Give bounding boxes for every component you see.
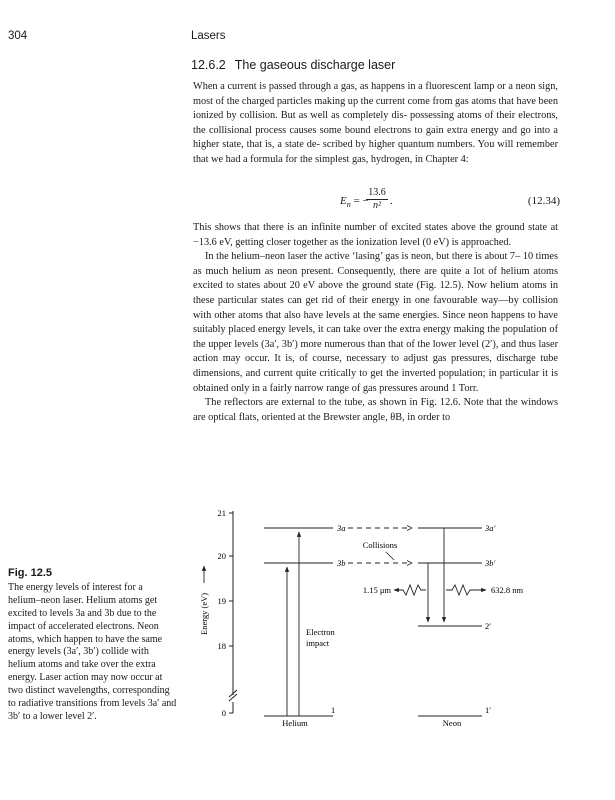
- text-line: numerous than that of the lower level (2′), and thus laser action may occur. It: [193, 338, 558, 365]
- axis-label: Energy (eV): [199, 592, 209, 635]
- text-line: only in a fairly narrow range of gas pressures around 1 Torr.: [231, 382, 479, 394]
- equation-period: .: [390, 195, 393, 207]
- emission-wave-left: [394, 585, 426, 595]
- wavelength-label-right: 632.8 nm: [491, 585, 524, 595]
- text-line: is, of course, necessary to adjust gas pressures, discharge tube dimensions, and: [193, 353, 558, 379]
- impact-label-line-2: impact: [306, 638, 330, 648]
- helium-level-label-3a: 3a: [337, 523, 346, 533]
- text-line: The energy levels of interest for a: [8, 581, 143, 593]
- tick-label-21: 21: [217, 508, 226, 518]
- text-line: corresponding to radiative transitions: [8, 685, 170, 710]
- tick-label-0: 0: [221, 708, 226, 718]
- text-line: When a current is passed through a gas, as happens in a fluorescent lamp or: [193, 81, 506, 92]
- text-line: state at −13.6 eV, getting closer together as the ionization level (0 eV) is: [193, 222, 559, 248]
- helium-level-label-1: 1: [331, 705, 336, 715]
- page-number: 304: [8, 30, 28, 42]
- text-line: impact of accelerated electrons. Neon: [8, 620, 159, 632]
- section-title-text: The gaseous discharge laser: [234, 58, 396, 72]
- impact-label-line-1: Electron: [306, 627, 335, 637]
- text-line: This shows that there is an infinite number of excited states above the ground: [193, 222, 525, 233]
- neon-level-label-2: 2′: [485, 621, 492, 631]
- text-line: for the simplest gas, hydrogen, in Chapter 4:: [285, 153, 469, 165]
- text-line: scribed by higher quantum numbers. You will remember that we had a formula: [193, 139, 558, 165]
- text-line: electrons to gain extra energy and go into a higher state, that is, a state de-: [193, 124, 558, 151]
- neon-label: Neon: [442, 718, 462, 728]
- equation-denominator: n²: [373, 200, 381, 211]
- text-line: approached.: [461, 236, 512, 248]
- text-line: the windows are optical flats, oriented at the Brewster angle, θB, in order to: [193, 397, 558, 423]
- tick-label-20: 20: [217, 551, 226, 561]
- tick-label-19: 19: [217, 596, 226, 606]
- text-line: gas atoms that have been ionized by collision. But as well as completely dis-: [193, 95, 558, 122]
- tick-label-18: 18: [217, 641, 226, 651]
- text-line: a neon sign, most of the charged particles making up the current come from: [193, 81, 558, 107]
- collisions-label: Collisions: [362, 540, 398, 550]
- neon-level-label-3a: 3a′: [485, 523, 496, 533]
- text-line: atoms, which happen to have the: [8, 633, 140, 645]
- equation-number: (12.34): [527, 195, 560, 207]
- text-line: extra energy. Laser action may now: [8, 659, 156, 684]
- wavelength-label-left: 1.15 μm: [362, 585, 391, 595]
- text-line: occur at two distinct wavelengths,: [8, 672, 163, 697]
- equation-numerator: 13.6: [366, 187, 388, 200]
- text-line: helium–neon laser. Helium atoms get: [8, 594, 158, 606]
- text-line: favourable way—by collision with other atoms that also have levels at the same: [193, 294, 558, 321]
- text-line: possessing atoms of their electrons, the collisional process causes some bound: [193, 110, 558, 136]
- text-line: The reflectors are external to the tube, as shown in Fig. 12.6. Note that: [205, 397, 503, 409]
- text-line: with helium atoms and take over the: [8, 646, 149, 671]
- text-line: from levels 3a′ and 3b′ to a lower: [8, 698, 177, 722]
- text-line: 10 times as much helium as neon present. Consequently, there are quite a lot of: [193, 251, 558, 277]
- axis-label-group: [199, 593, 209, 635]
- text-line: excited to levels 3a and 3b due to the: [8, 607, 157, 619]
- figure-label: Fig. 12.5: [8, 567, 53, 579]
- neon-level-label-3b: 3b′: [485, 558, 496, 568]
- text-line: In the helium–neon laser the active ‘lasing’ gas is neon, but there is about 7–: [205, 251, 521, 263]
- text-line: Now helium atoms in these particular states can get rid of their energy in one: [193, 280, 558, 306]
- text-line: same energy levels (3a′, 3b′) collide: [8, 633, 163, 658]
- text-line: current quite critically to get the inverted population; in particular it is obtained: [193, 367, 558, 394]
- collisions-pointer: [386, 552, 394, 560]
- text-line: over the extra energy making the population of the upper levels (3a′, 3b′) more: [193, 324, 559, 350]
- section-number: 12.6.2: [191, 58, 226, 72]
- helium-label: Helium: [282, 718, 308, 728]
- emission-wave-right: [446, 585, 486, 595]
- helium-level-label-3b: 3b: [337, 558, 346, 568]
- running-title: Lasers: [191, 30, 226, 42]
- text-line: energies. Since neon happens to have suitably placed energy levels, it can take: [193, 309, 558, 336]
- text-line: level 2′.: [65, 710, 97, 722]
- equation-lhs: $E_n$ = −: [340, 195, 369, 210]
- text-line: helium atoms excited to states about 20 eV above the ground state (Fig. 12.5).: [193, 265, 558, 292]
- neon-level-label-1: 1′: [485, 705, 492, 715]
